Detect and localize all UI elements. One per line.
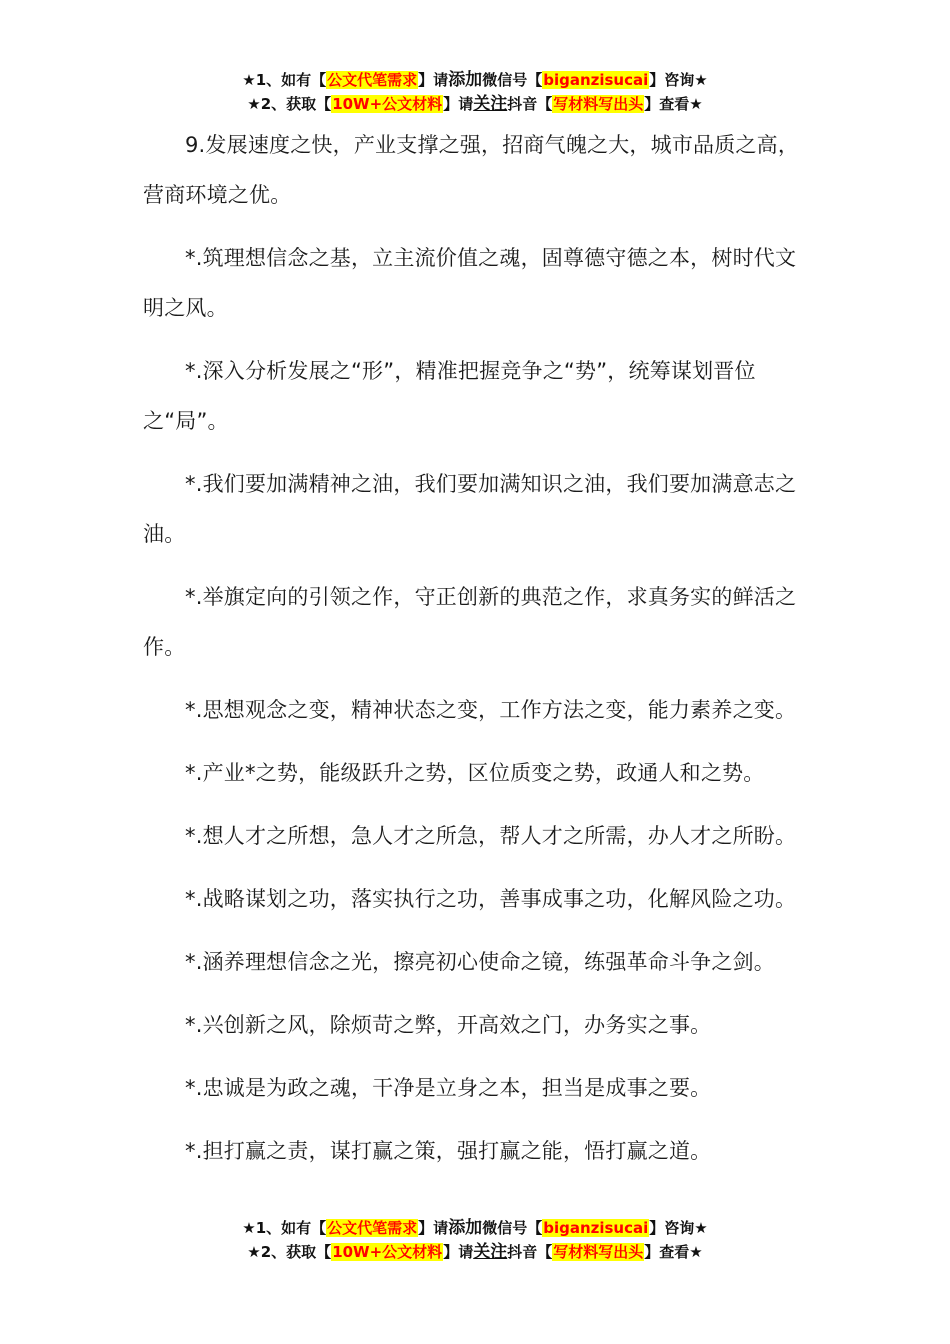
banner-text: 微信号【 <box>482 71 543 89</box>
highlight-wechat-id: biganzisucai <box>543 71 649 89</box>
banner-text: 2、获取【 <box>260 95 332 113</box>
highlight-service: 公文代笔需求 <box>327 71 418 89</box>
star-icon: ★ <box>242 1219 256 1237</box>
banner-line-2 <box>0 92 950 116</box>
highlight-douyin-id: 写材料写出头 <box>553 1243 644 1261</box>
paragraph: 9.发展速度之快，产业支撑之强，招商气魄之大，城市品质之高，营商环境之优。 <box>143 133 800 207</box>
star-icon: ★ <box>694 71 708 89</box>
banner-text: 】请 <box>418 71 449 89</box>
paragraph: *.想人才之所想，急人才之所急，帮人才之所需，办人才之所盼。 <box>185 824 797 848</box>
star-icon: ★ <box>694 1219 708 1237</box>
footer-banner <box>0 1216 950 1264</box>
highlight-materials: 10W+公文材料 <box>332 1243 443 1261</box>
emphasis-text: 关注 <box>473 1242 508 1262</box>
banner-text: 】请 <box>418 1219 449 1237</box>
banner-text: 】请 <box>443 95 474 113</box>
paragraph: *.战略谋划之功，落实执行之功，善事成事之功，化解风险之功。 <box>185 887 797 911</box>
highlight-service: 公文代笔需求 <box>327 1219 418 1237</box>
paragraph: *.举旗定向的引领之作，守正创新的典范之作，求真务实的鲜活之作。 <box>143 585 797 659</box>
star-icon: ★ <box>247 1243 261 1261</box>
paragraph: *.兴创新之风，除烦苛之弊，开高效之门，办务实之事。 <box>185 1013 712 1037</box>
paragraph: *.担打赢之责，谋打赢之策，强打赢之能，悟打赢之道。 <box>185 1139 712 1163</box>
highlight-douyin-id: 写材料写出头 <box>553 95 644 113</box>
emphasis-text: 添加 <box>448 70 483 90</box>
header-banner <box>0 68 950 116</box>
banner-text: 微信号【 <box>482 1219 543 1237</box>
emphasis-text: 添加 <box>448 1218 483 1238</box>
paragraph: *.思想观念之变，精神状态之变，工作方法之变，能力素养之变。 <box>185 698 797 722</box>
star-icon: ★ <box>689 1243 703 1261</box>
highlight-materials: 10W+公文材料 <box>332 95 443 113</box>
paragraph: *.我们要加满精神之油，我们要加满知识之油，我们要加满意志之油。 <box>143 472 797 546</box>
banner-line-2 <box>0 1240 950 1264</box>
paragraph: *.筑理想信念之基，立主流价值之魂，固尊德守德之本，树时代文明之风。 <box>143 246 797 320</box>
star-icon: ★ <box>242 71 256 89</box>
banner-text: 】查看 <box>644 1243 690 1261</box>
banner-text: 抖音【 <box>507 1243 553 1261</box>
document-body <box>143 120 813 1189</box>
star-icon: ★ <box>689 95 703 113</box>
banner-text: 】咨询 <box>649 71 695 89</box>
banner-line-1 <box>0 1216 950 1240</box>
emphasis-text: 关注 <box>473 94 508 114</box>
star-icon: ★ <box>247 95 261 113</box>
highlight-wechat-id: biganzisucai <box>543 1219 649 1237</box>
banner-text: 1、如有【 <box>255 71 327 89</box>
paragraph: *.涵养理想信念之光，擦亮初心使命之镜，练强革命斗争之剑。 <box>185 950 775 974</box>
banner-line-1 <box>0 68 950 92</box>
paragraph: *.深入分析发展之“形”，精准把握竞争之“势”，统筹谋划晋位之“局”。 <box>143 359 756 433</box>
banner-text: 】请 <box>443 1243 474 1261</box>
banner-text: 2、获取【 <box>260 1243 332 1261</box>
paragraph: *.忠诚是为政之魂，干净是立身之本，担当是成事之要。 <box>185 1076 712 1100</box>
banner-text: 】咨询 <box>649 1219 695 1237</box>
banner-text: 】查看 <box>644 95 690 113</box>
banner-text: 抖音【 <box>507 95 553 113</box>
paragraph: *.产业*之势，能级跃升之势，区位质变之势，政通人和之势。 <box>185 761 765 785</box>
banner-text: 1、如有【 <box>255 1219 327 1237</box>
